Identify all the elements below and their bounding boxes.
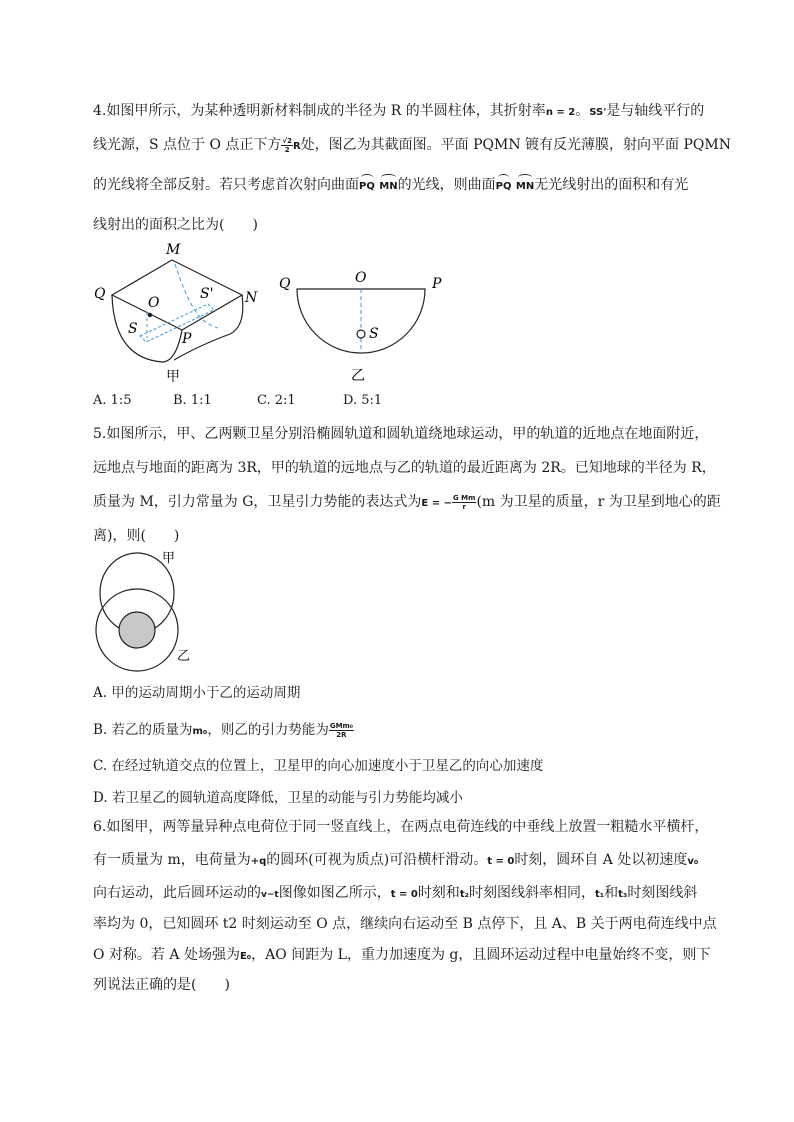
q5-text: 离)，则( ) [93, 528, 180, 544]
energy-symbol: E = − [421, 498, 452, 509]
q4-line-3 [93, 174, 688, 196]
fraction-numerator: √2 [282, 136, 292, 145]
point-s [357, 330, 365, 338]
time-symbol: t = 0 [487, 856, 515, 867]
q5-text: (m 为卫星的质量，r 为卫星到地心的距 [476, 494, 721, 510]
front-curved-edge [112, 295, 182, 362]
fraction-denominator: 2R [336, 731, 347, 739]
arc-mn-symbol: MN [516, 174, 534, 196]
q6-line-1 [93, 818, 708, 836]
option-d-text: D. 若卫星乙的圆轨道高度降低，卫星的动能与引力势能均减小 [93, 790, 463, 806]
caption-yi: 乙 [351, 368, 365, 384]
q5-option-c [93, 757, 543, 775]
label-s-prime: S' [200, 286, 214, 302]
q5-text: 5.如图所示，甲、乙两颗卫星分别沿椭圆轨道和圆轨道绕地球运动，甲的轨道的近地点在地面附近， [93, 426, 709, 442]
q5-line-1 [93, 425, 708, 443]
q4-text: 处，图乙为其截面图。平面 PQMN 镀有反光薄膜，射向平面 PQMN [300, 137, 731, 153]
option-c: C. 2:1 [257, 393, 296, 408]
q6-text: 率均为 0，已知圆环 t2 时刻运动至 O 点，继续向右运动至 B 点停下，且 A、B 关于两电荷连线中点 [93, 916, 717, 932]
gmm0-over-2r-fraction [329, 722, 354, 739]
time-symbol: t = 0 [390, 889, 418, 900]
q4-text: 无光线射出的面积和有光 [534, 177, 689, 193]
q5-text: 质量为 M，引力常量为 G，卫星引力势能的表达式为 [93, 494, 422, 510]
option-b-text: ，则乙的引力势能为 [207, 722, 329, 738]
light-source-label: SS' [589, 107, 607, 118]
q6-line-3 [93, 884, 697, 904]
q6-text: 图像如图乙所示， [278, 885, 391, 901]
q5-option-b [93, 721, 354, 741]
q4-text: 。 [575, 103, 590, 119]
q6-text: 的圆环(可视为质点)可沿横杆滑动。 [266, 852, 488, 868]
field-symbol: E₀ [239, 951, 252, 962]
q6-text: ，AO 间距为 L，重力加速度为 g，且圆环运动过程中电量始终不变，则下 [251, 947, 711, 963]
q4-text: 是与轴线平行的 [606, 103, 705, 119]
point-o [148, 313, 152, 317]
q4-text: 的光线将全部反射。若只考虑首次射向曲面 [93, 177, 359, 193]
refractive-index: n = 2 [545, 107, 576, 118]
arc-pq-symbol: PQ [496, 174, 512, 196]
q5-line-4 [93, 527, 179, 545]
q4-text: 线光源，S 点位于 O 点正下方 [93, 137, 282, 153]
q6-text: 时刻图线斜率相同， [468, 885, 595, 901]
q4-line-2 [93, 136, 731, 156]
label-p: P [432, 276, 442, 292]
q6-text: 时刻，圆环自 A 处以初速度 [514, 852, 688, 868]
label-m: M [166, 242, 181, 258]
label-yi: 乙 [177, 649, 191, 664]
label-jia: 甲 [162, 551, 176, 566]
time-symbol: t₂ [459, 889, 469, 900]
earth [119, 612, 155, 648]
figure-jia-half-cylinder [90, 238, 270, 388]
time-symbol: t₁ [594, 889, 605, 900]
figure-orbits [92, 548, 202, 678]
time-symbol: t₃ [618, 889, 628, 900]
arc-mn-symbol: MN [379, 174, 397, 196]
q6-text: 6.如图甲，两等量异种点电荷位于同一竖直线上，在两点电荷连线的中垂线上放置一粗糙水平横杆， [93, 819, 709, 835]
vt-symbol: v−t [261, 890, 279, 900]
fraction-numerator: GMm₀ [329, 722, 353, 730]
q6-line-4 [93, 915, 717, 933]
option-a-text: A. 甲的运动周期小于乙的运动周期 [93, 685, 301, 701]
q6-text: 时刻图线斜 [627, 885, 698, 901]
q6-text: 向右运动，此后圆环运动的 [93, 885, 261, 901]
label-q: Q [279, 276, 291, 292]
fraction-denominator: r [462, 502, 466, 511]
caption-jia: 甲 [166, 369, 180, 385]
q5-option-d [93, 789, 463, 807]
q4-text: 4.如图甲所示，为某种透明新材料制成的半径为 R 的半圆柱体，其折射率 [93, 103, 546, 119]
q6-text: 列说法正确的是( ) [93, 977, 230, 993]
velocity-symbol: v₀ [687, 856, 699, 867]
gmm-over-r-fraction [452, 494, 476, 511]
q6-text: 时刻和 [417, 885, 460, 901]
label-p: P [182, 331, 192, 347]
figure-yi-cross-section [275, 262, 455, 387]
q6-text: O 对称。若 A 处场强为 [93, 947, 240, 963]
q6-text: 和 [604, 885, 619, 901]
q4-line-1 [93, 102, 704, 122]
arc-pq-symbol: PQ [359, 174, 375, 196]
label-s: S [369, 326, 379, 342]
q4-text: 的光线，则曲面 [397, 177, 496, 193]
q5-text: 远地点与地面的距离为 3R，甲的轨道的远地点与乙的轨道的最近距离为 2R。已知地球的半径为 R， [93, 460, 716, 476]
option-a: A. 1:5 [93, 393, 132, 408]
q4-text: 线射出的面积之比为( ) [93, 217, 258, 233]
option-c-text: C. 在经过轨道交点的位置上，卫星甲的向心加速度小于卫星乙的向心加速度 [93, 758, 544, 774]
label-n: N [245, 290, 258, 306]
charge-symbol: +q [250, 856, 267, 867]
q6-line-2 [93, 851, 698, 871]
label-q: Q [94, 286, 106, 302]
fraction-numerator: G Mm [452, 493, 476, 502]
q5-line-3 [93, 493, 721, 513]
option-b-text: B. 若乙的质量为 [93, 722, 193, 738]
radius-symbol: R [292, 141, 301, 152]
q5-option-a [93, 684, 300, 702]
q6-line-5 [93, 946, 710, 966]
q6-text: 有一质量为 m，电荷量为 [93, 852, 251, 868]
option-d: D. 5:1 [343, 393, 383, 408]
sqrt2-over-2-fraction [281, 137, 293, 154]
label-o: O [148, 295, 160, 311]
q5-line-2 [93, 459, 716, 477]
label-o: O [355, 270, 367, 286]
mass-symbol: m₀ [192, 726, 208, 737]
q4-options [93, 393, 382, 408]
q4-line-4 [93, 216, 258, 234]
label-s: S [128, 321, 138, 337]
option-b: B. 1:1 [173, 393, 212, 408]
q6-line-6 [93, 976, 230, 994]
plane-pqmn [112, 260, 242, 330]
fraction-denominator: 2 [284, 145, 290, 154]
